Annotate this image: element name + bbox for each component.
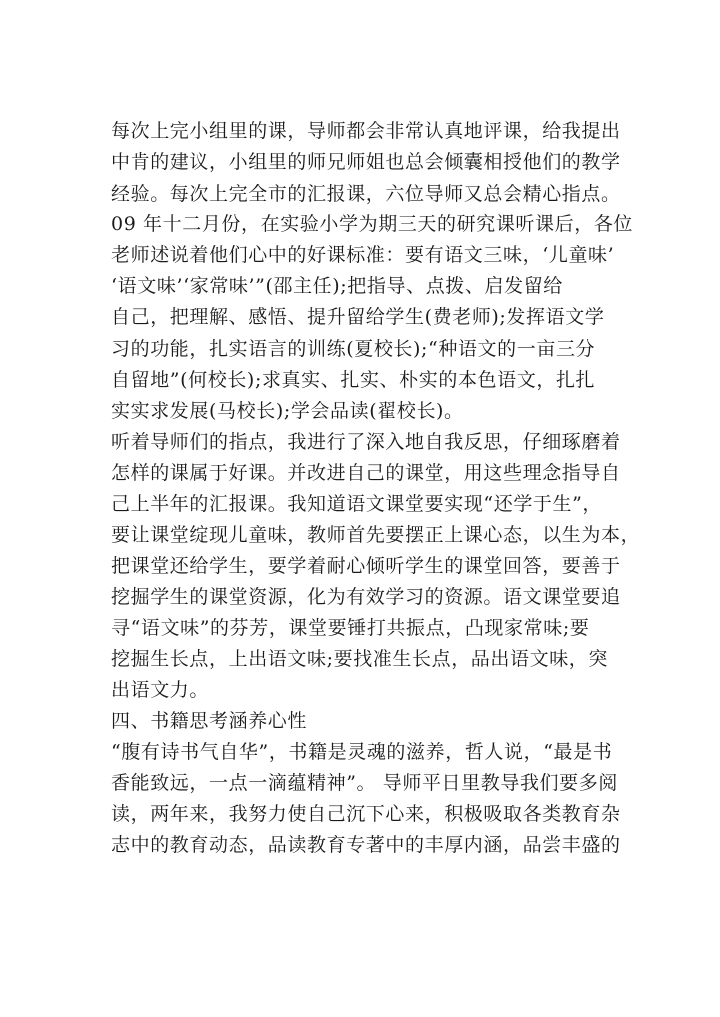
text-line: 要让课堂绽现儿童味，教师首先要摆正上课心态，以生为本， [111,524,641,546]
text-line: 习的功能，扎实语言的训练(夏校长);“种语文的一亩三分 [111,338,596,360]
text-line: 出语文力。 [111,679,210,701]
text-line: 自己，把理解、感悟、提升留给学生(费老师);发挥语文学 [111,306,605,328]
text-line: 每次上完小组里的课，导师都会非常认真地评课，给我提出 [111,120,621,142]
text-line: 自留地”(何校长);求真实、扎实、朴实的本色语文，扎扎 [111,369,596,391]
text-line: 怎样的课属于好课。并改进自己的课堂，用这些理念指导自 [111,462,621,484]
text-line: 经验。每次上完全市的汇报课，六位导师又总会精心指点。 [111,183,621,205]
text-line: 读，两年来，我努力使自己沉下心来，积极吸取各类教育杂 [111,803,621,825]
text-line: 香能致远，一点一滴蕴精神”。 导师平日里教导我们要多阅 [111,772,618,794]
text-line: “腹有诗书气自华”，书籍是灵魂的滋养，哲人说，“最是书 [111,741,613,763]
section-heading: 四、书籍思考涵养心性 [111,710,308,732]
text-line: ‘语文味’‘家常味’”(邵主任);把指导、点拨、启发留给 [111,275,563,297]
text-line: 听着导师们的指点，我进行了深入地自我反思，仔细琢磨着 [111,431,621,453]
text-line: 把课堂还给学生，要学着耐心倾听学生的课堂回答，要善于 [111,555,621,577]
text-line: 老师述说着他们心中的好课标准：要有语文三味，‘儿童味’ [111,244,615,266]
text-line: 挖掘学生的课堂资源，化为有效学习的资源。语文课堂要追 [111,586,621,608]
text-line: 志中的教育动态，品读教育专著中的丰厚内涵，品尝丰盛的 [111,834,621,856]
text-line: 中肯的建议，小组里的师兄师姐也总会倾囊相授他们的教学 [111,151,621,173]
text-line: 寻“语文味”的芬芳，课堂要锤打共振点，凸现家常味;要 [111,617,590,639]
text-line: 实实求发展(马校长);学会品读(翟校长)。 [111,400,464,422]
text-line: 挖掘生长点，上出语文味;要找准生长点，品出语文味，突 [111,648,609,670]
text-line: 己上半年的汇报课。我知道语文课堂要实现“还学于生”， [111,493,603,515]
text-line: 09 年十二月份，在实验小学为期三天的研究课听课后，各位 [111,213,634,235]
